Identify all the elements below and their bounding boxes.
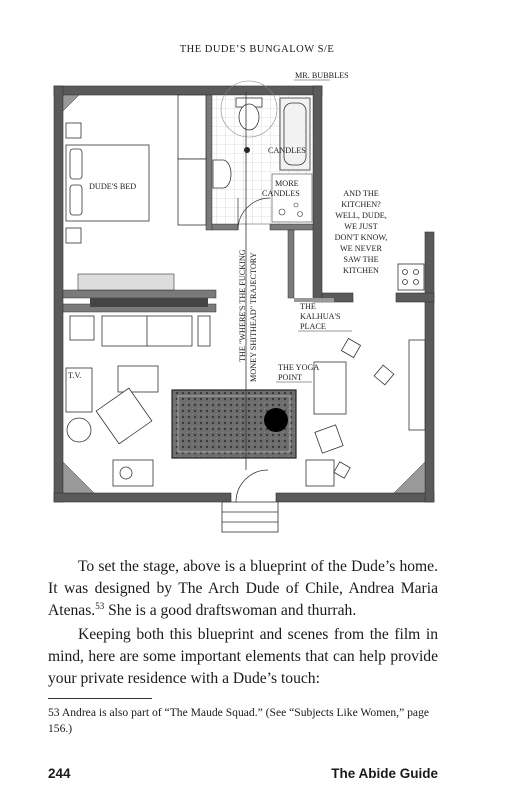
label-kitchen-1: AND THE <box>343 189 379 198</box>
running-title: The Abide Guide <box>331 766 438 781</box>
footnote-reference: 53 <box>95 601 105 612</box>
label-kahlua-3: PLACE <box>300 322 326 331</box>
label-trajectory-1: THE "WHERE'S THE FUCKING <box>238 249 247 362</box>
label-more-candles-1: MORE <box>275 179 299 188</box>
body-paragraph-1-text: To set the stage, above is a blueprint of the Dude’s home. It was designed by The Arch Dude of Chile, Andrea Maria Atenas. <box>48 558 438 620</box>
footnote-rule <box>48 698 152 699</box>
label-kitchen-7: SAW THE <box>343 255 379 264</box>
bathroom-sink <box>213 160 231 188</box>
label-kitchen-5: DON'T KNOW, <box>334 233 388 242</box>
closet <box>178 95 206 225</box>
page-number: 244 <box>48 766 71 781</box>
label-yoga-2: POINT <box>278 373 303 382</box>
couch <box>70 316 210 346</box>
bathtub <box>280 98 310 170</box>
label-kahlua-1: THE <box>300 302 316 311</box>
label-dudes-bed: DUDE'S BED <box>89 182 137 191</box>
body-paragraph-1-tail: She is a good draftswoman and thurrah. <box>104 602 357 620</box>
label-candles: CANDLES <box>268 146 306 155</box>
label-mr-bubbles: MR. BUBBLES <box>295 71 349 80</box>
plan-title: THE DUDE’S BUNGALOW S/E <box>179 44 335 55</box>
label-more-candles-2: CANDLES <box>262 189 300 198</box>
label-kitchen-8: KITCHEN <box>343 266 379 275</box>
label-kitchen-2: KITCHEN? <box>341 200 381 209</box>
label-tv: T.V. <box>68 371 82 380</box>
label-kitchen-4: WE JUST <box>344 222 378 231</box>
label-kitchen-3: WELL, DUDE, <box>335 211 387 220</box>
label-kitchen-6: WE NEVER <box>339 244 383 253</box>
label-kahlua-2: KALHUA'S <box>300 312 341 321</box>
body-paragraph-1 <box>48 556 438 623</box>
footnote: 53 Andrea is also part of “The Maude Squad.” (See “Subjects Like Women,” page 156.) <box>48 706 430 735</box>
yoga-point <box>264 408 288 432</box>
label-yoga-1: THE YOGA <box>278 363 320 372</box>
label-trajectory-2: MONEY SHITHEAD" TRAJECTORY <box>249 252 258 382</box>
body-paragraph-2: Keeping both this blueprint and scenes from the film in mind, here are some important elements that can help provide your private residence with a Dude’s touch: <box>48 626 438 688</box>
